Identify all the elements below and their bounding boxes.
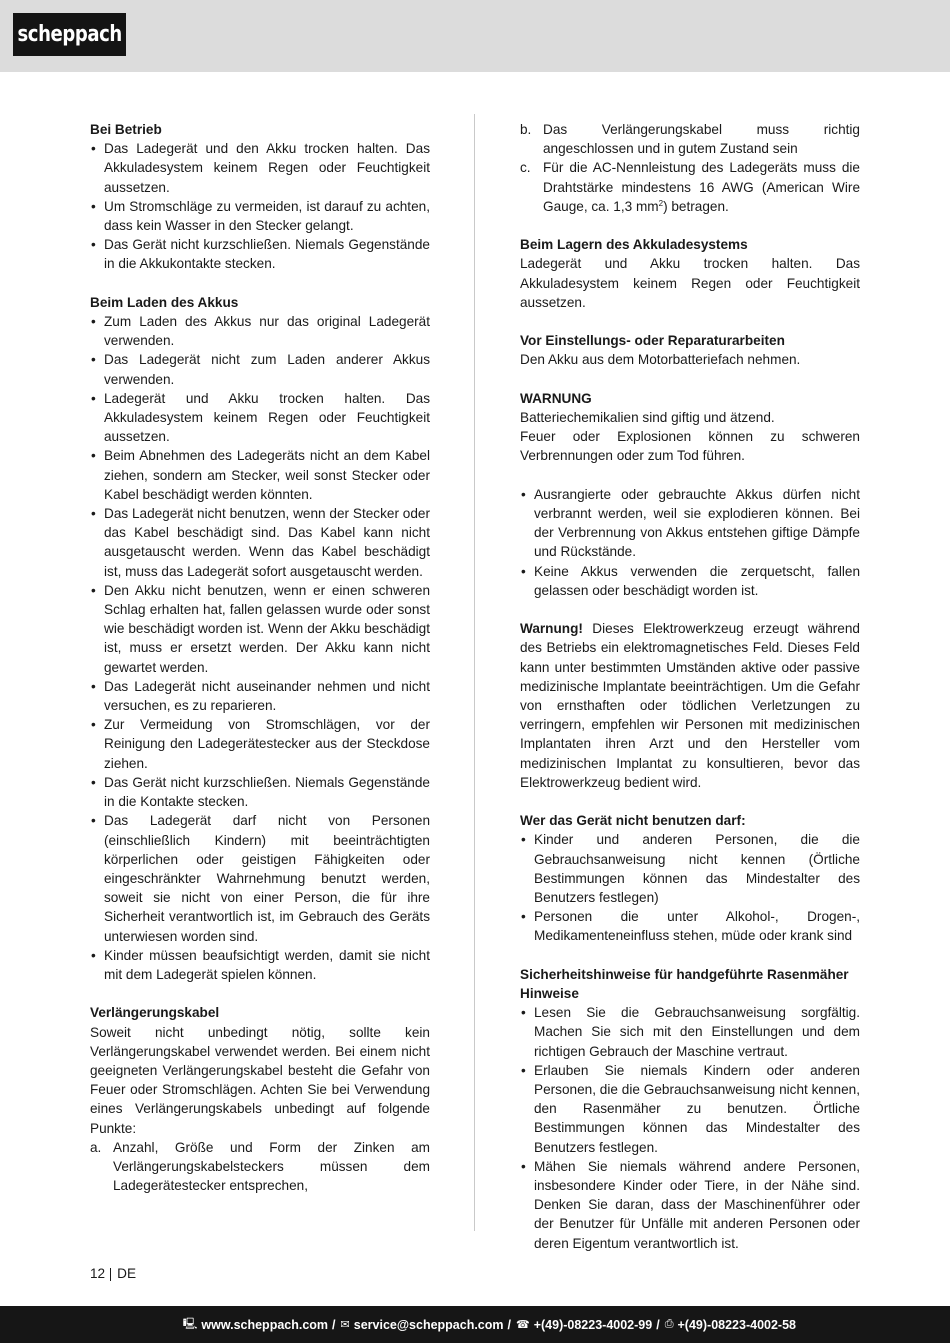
- warning-line-2: Feuer oder Explosionen können zu schweren Verbrennungen oder zum Tod führen.: [520, 429, 860, 464]
- section-heading-charging: Beim Laden des Akkus: [90, 294, 239, 310]
- phone-icon: ☎: [516, 1319, 530, 1331]
- footer-website[interactable]: www.scheppach.com: [201, 1317, 329, 1332]
- list-item-text: Anzahl, Größe und Form der Zinken am Verlängerungskabelsteckers müssen dem Ladegerätestecker entsprechen,: [113, 1139, 430, 1194]
- list-item: • Zur Vermeidung von Stromschlägen, vor der Reinigung den Ladegerätestecker aus der Steckdose ziehen.: [90, 715, 430, 773]
- storage-text: Ladegerät und Akku trocken halten. Das Akkuladesystem keinem Regen oder Feuchtigkeit aussetzen.: [520, 256, 860, 310]
- list-item: • Das Ladegerät darf nicht von Personen (einschließlich Kindern) mit beeinträchtigten körperlichen oder geistigen Fähigkeiten oder eingeschränkter Wahrnehmung benutzt werden, soweit sie nicht von einer Person, die für ihre Sicherheit verantwortlich ist, im Gebrauch des Geräts unterwiesen worden sind.: [90, 811, 430, 945]
- section-heading-extension-cable: Verlängerungskabel: [90, 1005, 220, 1021]
- list-item: • Beim Abnehmen des Ladegeräts nicht an dem Kabel ziehen, sondern am Stecker, weil sonst Stecker oder Kabel beschädigt werden könnten.: [90, 446, 430, 504]
- header-band: [0, 0, 950, 72]
- list-item-text-end: ) betragen.: [663, 198, 729, 214]
- section-subheading-notes: Hinweise: [520, 986, 579, 1002]
- list-item: • Kinder müssen beaufsichtigt werden, damit sie nicht mit dem Ladegerät spielen können.: [90, 946, 430, 984]
- list-item: • Kinder und anderen Personen, die die Gebrauchsanweisung nicht kennen (Örtliche Bestimmungen können das Mindestalter des Benutzers festlegen): [520, 830, 860, 907]
- scheppach-logo: scheppach: [13, 13, 126, 56]
- contact-footer: [0, 1306, 950, 1343]
- list-item: • Zum Laden des Akkus nur das original Ladegerät verwenden.: [90, 312, 430, 350]
- list-marker: c.: [520, 160, 531, 176]
- list-item: [90, 1138, 430, 1196]
- footer-separator: /: [332, 1317, 336, 1332]
- list-item: • Um Stromschläge zu vermeiden, ist darauf zu achten, dass kein Wasser in den Stecker gelangt.: [90, 197, 430, 235]
- list-item: • Personen die unter Alkohol-, Drogen-, Medikamenteneinfluss stehen, müde oder krank sind: [520, 907, 860, 945]
- right-column: [520, 120, 860, 1253]
- list-marker: b.: [520, 122, 532, 137]
- section-heading-mower-safety: Sicherheitshinweise für handgeführte Rasenmäher: [520, 966, 849, 982]
- left-column: [90, 120, 430, 1195]
- list-item-text: Das Verlängerungskabel muss richtig angeschlossen und in gutem Zustand sein: [543, 122, 860, 157]
- footer-separator: /: [507, 1317, 511, 1332]
- section-heading-repair: Vor Einstellungs- oder Reparaturarbeiten: [520, 333, 785, 349]
- footer-phone: +(49)-08223-4002-99: [533, 1317, 653, 1332]
- em-warning-text: Dieses Elektrowerkzeug erzeugt während des Betriebs ein elektromagnetisches Feld. Dieses Feld kann unter bestimmten Umständen aktive oder passive medizinische Implantate beeinträchtigen. Um die Gefahr von ernsthaften oder tödlichen Verletzungen zu verringern, empfehlen wir Personen mit medizinischen Implantaten ihren Arzt und den Hersteller vom medizinischen Implantat zu konsultieren, bevor das Elektrowerkzeug bedient wird.: [520, 621, 860, 790]
- list-item: [520, 158, 860, 216]
- list-item: • Ausrangierte oder gebrauchte Akkus dürfen nicht verbrannt werden, weil sie explodieren können. Bei der Verbrennung von Akkus entstehen giftige Dämpfe und Rückstände.: [520, 485, 860, 562]
- list-item: • Den Akku nicht benutzen, wenn er einen schweren Schlag erhalten hat, fallen gelassen wurde oder sonst wie beschädigt worden ist. Wenn der Akku beschädigt ist, muss er ersetzt werden. Der Akku kann nicht gewartet werden.: [90, 581, 430, 677]
- list-item: • Das Ladegerät nicht auseinander nehmen und nicht versuchen, es zu reparieren.: [90, 677, 430, 715]
- list-item: • Das Gerät nicht kurzschließen. Niemals Gegenstände in die Akkukontakte stecken.: [90, 235, 430, 273]
- list-item: • Das Ladegerät nicht benutzen, wenn der Stecker oder das Kabel beschädigt sind. Das Kabel kann nicht ausgetauscht werden. Wenn das Kabel beschädigt ist, muss das Ladegerät sofort ausgetauscht werden.: [90, 504, 430, 581]
- footer-separator: /: [656, 1317, 660, 1332]
- column-divider: [474, 114, 475, 1231]
- extension-cable-text: Soweit nicht unbedingt nötig, sollte kein Verlängerungskabel verwendet werden. Bei einem nicht geeigneten Verlängerungskabel besteht die Gefahr von Feuer oder Stromschlägen. Achten Sie bei Verwendung eines Verlängerungskabels unbedingt auf folgende Punkte:: [90, 1024, 430, 1136]
- computer-icon: 🖳: [182, 1318, 198, 1330]
- section-heading-operation: Bei Betrieb: [90, 122, 162, 137]
- list-item: • Das Gerät nicht kurzschließen. Niemals Gegenstände in die Kontakte stecken.: [90, 773, 430, 811]
- warning-heading: WARNUNG: [520, 390, 592, 406]
- list-item: • Erlauben Sie niemals Kindern oder anderen Personen, die die Gebrauchsanweisung nicht kennen, den Rasenmäher zu benutzen. Örtliche Bestimmungen können das Mindestalter des Benutzers festlegen.: [520, 1061, 860, 1157]
- mower-safety-list: [520, 1003, 860, 1253]
- repair-text: Den Akku aus dem Motorbatteriefach nehmen.: [520, 352, 801, 368]
- fax-icon: ⎙: [664, 1318, 674, 1330]
- em-warning-lead: Warnung!: [520, 621, 583, 637]
- page-language: DE: [117, 1266, 137, 1281]
- list-item: • Das Ladegerät nicht zum Laden anderer Akkus verwenden.: [90, 350, 430, 388]
- list-item: • Das Ladegerät und den Akku trocken halten. Das Akkuladesystem keinem Regen oder Feuchtigkeit aussetzen.: [90, 139, 430, 197]
- list-item: [520, 120, 860, 158]
- not-allowed-list: [520, 830, 860, 945]
- warning-line-1: Batteriechemikalien sind giftig und ätzend.: [520, 410, 775, 425]
- email-icon: ✉: [340, 1319, 350, 1331]
- extension-cable-list: [90, 1138, 430, 1196]
- page-number: [90, 1265, 136, 1283]
- em-warning-paragraph: [520, 619, 860, 792]
- section-heading-not-allowed: Wer das Gerät nicht benutzen darf:: [520, 813, 746, 829]
- warning-list: [520, 485, 860, 600]
- list-item: • Lesen Sie die Gebrauchsanweisung sorgfältig. Machen Sie sich mit den Einstellungen und dem richtigen Gebrauch der Maschine vertraut.: [520, 1003, 860, 1061]
- list-item: • Keine Akkus verwenden die zerquetscht, fallen gelassen oder beschädigt worden ist.: [520, 562, 860, 600]
- list-marker: a.: [90, 1139, 102, 1155]
- charging-list: [90, 312, 430, 984]
- superscript: 2: [658, 198, 664, 208]
- extension-cable-list-continued: [520, 120, 860, 216]
- page-number-divider: [110, 1268, 111, 1281]
- list-item: • Ladegerät und Akku trocken halten. Das Akkuladesystem keinem Regen oder Feuchtigkeit aussetzen.: [90, 389, 430, 447]
- list-item: • Mähen Sie niemals während andere Personen, insbesondere Kinder oder Tiere, in der Nähe sind. Denken Sie daran, dass der Maschinenführer oder der Benutzer für Unfälle mit anderen Personen oder deren Eigentum verantwortlich ist.: [520, 1157, 860, 1253]
- footer-fax: +(49)-08223-4002-58: [677, 1317, 796, 1332]
- footer-email[interactable]: service@scheppach.com: [353, 1317, 504, 1332]
- section-heading-storage: Beim Lagern des Akkuladesystems: [520, 237, 748, 253]
- list-item-text: Für die AC-Nennleistung des Ladegeräts muss die Drahtstärke mindestens 16 AWG (American Wire Gauge, ca. 1,3 mm: [543, 160, 860, 214]
- page-number-value: 12: [90, 1266, 106, 1281]
- operation-list: [90, 139, 430, 273]
